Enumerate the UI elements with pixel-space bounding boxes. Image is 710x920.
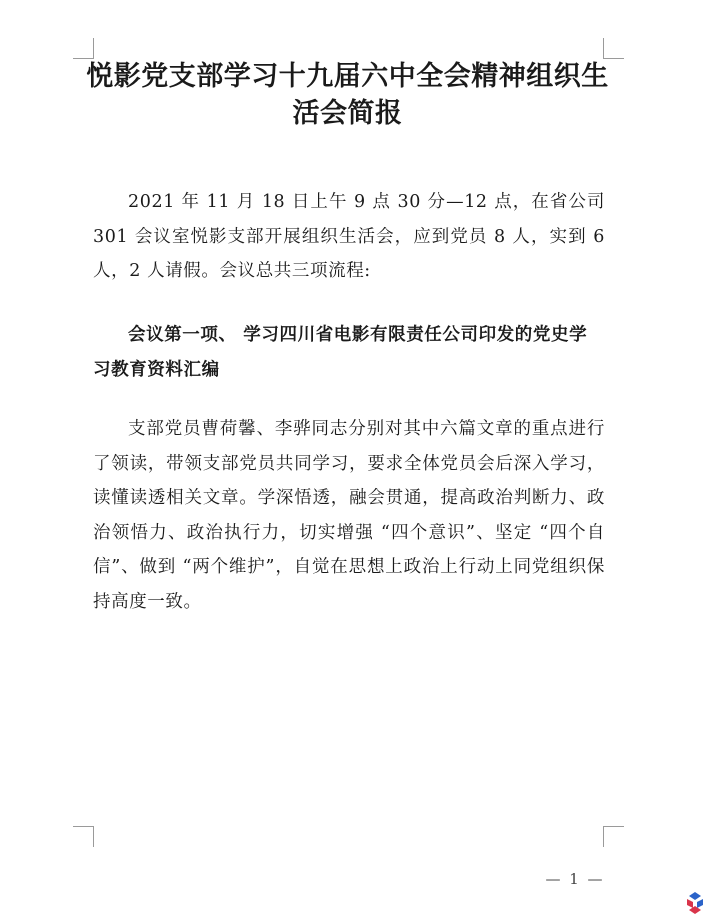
app-logo-icon bbox=[683, 890, 707, 916]
crop-mark-top-left bbox=[73, 38, 94, 59]
paragraph-meeting-info: 2021 年 11 月 18 日上午 9 点 30 分—12 点，在省公司 301 会议室悦影支部开展组织生活会，应到党员 8 人，实到 6 人，2 人请假。会议总共三项流程: bbox=[93, 192, 605, 281]
section-heading: 会议第一项、 学习四川省电影有限责任公司印发的党史学习教育资料汇编 bbox=[93, 325, 588, 380]
crop-mark-bottom-left bbox=[73, 826, 94, 847]
crop-mark-bottom-right bbox=[603, 826, 624, 847]
document-title: 悦影党支部学习十九届六中全会精神组织生活会简报 bbox=[86, 61, 609, 129]
page-number: — 1 — bbox=[545, 870, 605, 888]
paragraph-study-content: 支部党员曹荷馨、李骅同志分别对其中六篇文章的重点进行了领读，带领支部党员共同学习，要求全体党员会后深入学习，读懂读透相关文章。学深悟透，融会贯通，提高政治判断力、政治领悟力、政治执行力，切实增强 “四个意识”、坚定 “四个自信”、做到 “两个维护”，自觉在思想上政治上行动上同党组织保持高度一致。 bbox=[93, 419, 605, 612]
crop-mark-top-right bbox=[603, 38, 624, 59]
